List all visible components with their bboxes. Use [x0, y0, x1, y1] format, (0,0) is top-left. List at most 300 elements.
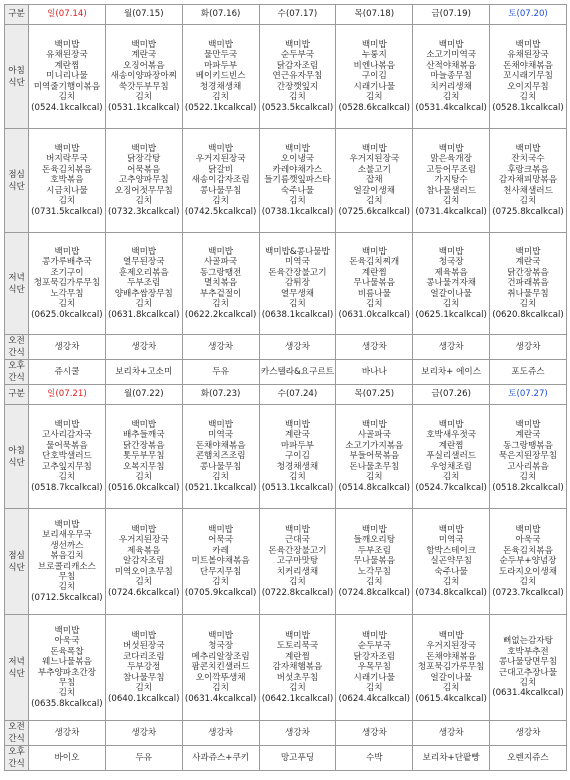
snack-pm-label-line: 간식: [8, 759, 25, 769]
menu-item: 백미밥&콩나물밥: [265, 247, 330, 258]
menu-item: 얼갈이나물: [430, 672, 472, 683]
menu-item: (0640.1kcalkcal): [108, 693, 180, 704]
menu-item: 미역국: [285, 257, 310, 268]
snack-pm-cell: 바나나: [336, 360, 413, 385]
dinner-menu-cell: [336, 615, 413, 721]
menu-item: 백미밥: [515, 420, 541, 431]
menu-item: (0518.7kcalkcal): [31, 482, 103, 493]
menu-item: 돈채야채볶음: [503, 60, 553, 71]
lunch-menu-cell: [105, 129, 182, 233]
menu-item: 구이김: [361, 71, 387, 82]
menu-item: 천사채샐러드: [503, 185, 553, 196]
dinner-menu-cell: [259, 233, 336, 335]
dinner-label: [5, 233, 29, 335]
menu-item: 푸실리샐러드: [426, 451, 477, 462]
menu-item: 고등어무조림: [426, 164, 477, 175]
menu-item: 백미밥: [285, 525, 310, 536]
menu-item: 마파두부: [204, 60, 238, 71]
breakfast-menu-cell: [413, 25, 490, 129]
menu-item: 조기구이: [50, 267, 84, 278]
menu-item: (0514.8kcalkcal): [338, 482, 411, 493]
menu-item: 콩나물겨자채: [426, 278, 477, 289]
menu-item: 백미밥: [361, 420, 387, 431]
menu-item: 계란찜: [361, 267, 387, 278]
snack-pm-cell: 포도쥬스: [490, 360, 567, 385]
lunch-label-line: 식단: [8, 181, 25, 192]
menu-item: 돈나물초무침: [349, 461, 400, 472]
menu-item: 단호박샐러드: [42, 451, 92, 462]
menu-item: 단무지무침: [199, 566, 242, 577]
menu-item: 도토리묵국: [276, 641, 319, 652]
menu-item: 백미밥: [131, 420, 157, 431]
menu-item: 김치: [212, 299, 229, 310]
menu-item: 백미밥: [208, 40, 234, 51]
menu-item: 김치: [58, 299, 76, 310]
menu-item: 돈육간장불고기: [268, 545, 327, 556]
snack-pm-label-line: 간식: [8, 373, 25, 383]
menu-item: 김치: [135, 196, 153, 207]
menu-item: (0742.5kcalkcal): [184, 206, 257, 217]
breakfast-label-line: 식단: [8, 457, 25, 468]
menu-item: 참나물샐러드: [426, 185, 477, 196]
menu-item: 뻐없는감자탕: [503, 636, 553, 647]
snack-am-cell: 생강차: [182, 721, 259, 746]
menu-item: 생선까스: [50, 540, 84, 551]
menu-item: 산적야채볶음: [426, 60, 477, 71]
menu-item: 닭장각탕: [127, 154, 161, 165]
menu-item: 베이키드빈스: [195, 71, 246, 82]
snack-am-row: [5, 721, 567, 746]
snack-am-row: [5, 335, 567, 360]
menu-item: 카레: [212, 545, 229, 556]
menu-item: 오징어젓무무침: [114, 185, 173, 196]
menu-item: (0531.1kcalkcal): [108, 102, 180, 113]
menu-item: 잔치국수: [511, 154, 545, 165]
menu-item: 미역줄기행이볶음: [33, 81, 101, 92]
menu-item: 버지락무국: [46, 154, 88, 165]
menu-item: 돈육김치볶음: [42, 164, 92, 175]
menu-item: 김치: [519, 196, 537, 207]
menu-item: 오이냉국: [280, 154, 315, 165]
menu-item: 볶음김치: [50, 551, 84, 562]
menu-item: 무나물볶음: [353, 556, 396, 567]
dinner-menu-cell: [413, 615, 490, 721]
menu-item: 가지탕수: [434, 175, 468, 186]
menu-item: 백미밥: [438, 40, 464, 51]
menu-item: 호박새우젓국: [426, 430, 477, 441]
menu-item: 청포묵김가루무침: [417, 662, 485, 673]
menu-item: 소고기가지볶음: [345, 440, 404, 451]
menu-item: 아욱국: [54, 636, 80, 647]
menu-item: (0642.1kcalkcal): [261, 693, 334, 704]
menu-item: (0635.8kcalkcal): [31, 698, 103, 709]
menu-item: 김치: [58, 688, 76, 699]
menu-item: 백미밥: [361, 144, 387, 155]
menu-item: 브로콜리캐소스: [37, 561, 96, 572]
menu-item: 백미밥: [515, 525, 541, 536]
menu-item: 백미밥: [54, 519, 80, 530]
lunch-menu-cell: [413, 129, 490, 233]
menu-item: (0518.2kcalkcal): [492, 482, 564, 493]
lunch-menu-cell: [182, 129, 259, 233]
menu-item: 청포묵김가루무침: [33, 278, 101, 289]
snack-am-cell: 생강차: [490, 335, 567, 360]
menu-item: 백미밥: [361, 247, 387, 258]
meal-table-body: [5, 5, 567, 771]
menu-item: 꼬시래기무침: [503, 71, 553, 82]
menu-item: 콩나물무침: [199, 461, 242, 472]
menu-item: 보리새우무국: [42, 530, 92, 541]
menu-item: 비엔나볶음: [353, 60, 396, 71]
menu-item: 닭감자조림: [276, 60, 319, 71]
menu-item: 백미밥: [208, 631, 234, 642]
lunch-label: [5, 129, 29, 233]
menu-item: 콩가루배추국: [42, 257, 92, 268]
menu-item: 들깨오리탕: [353, 535, 396, 546]
menu-item: (0734.8kcalkcal): [415, 587, 487, 598]
menu-item: 어묵국: [208, 535, 234, 546]
snack-pm-cell: 쥬시쿨: [29, 360, 106, 385]
menu-item: (0524.1kcalkcal): [31, 102, 103, 113]
snack-am-cell: 생강차: [29, 335, 106, 360]
menu-item: (0738.1kcalkcal): [261, 206, 334, 217]
snack-am-label: [5, 721, 29, 746]
menu-item: 계란찜: [438, 440, 464, 451]
breakfast-menu-cell: [29, 405, 106, 509]
snack-pm-cell: 보리차+ 에이스: [413, 360, 490, 385]
menu-item: 김치: [58, 92, 76, 103]
menu-item: 새송이감자조림: [191, 175, 250, 186]
menu-item: 묵은지된장무침: [498, 451, 558, 462]
menu-item: 백미밥: [361, 525, 387, 536]
breakfast-menu-cell: [490, 25, 567, 129]
menu-item: 노각무침: [357, 566, 391, 577]
snack-pm-label: [5, 746, 29, 771]
menu-item: 김치: [365, 92, 383, 103]
menu-item: (0724.6kcalkcal): [108, 587, 180, 598]
snack-pm-row: [5, 360, 567, 385]
snack-am-label-line: 간식: [8, 348, 25, 358]
menu-item: 열무된장국: [123, 257, 165, 268]
menu-item: 우거지된장국: [426, 641, 477, 652]
menu-item: 부추겉절이: [199, 288, 242, 299]
dinner-menu-cell: [29, 615, 106, 721]
snack-pm-cell: 카스텔라&요구르트: [259, 360, 336, 385]
menu-item: (0732.3kcalkcal): [108, 206, 180, 217]
menu-item: 물만두국: [204, 50, 238, 61]
menu-item: 우거지된장국: [195, 154, 246, 165]
menu-item: 건파래볶음: [507, 278, 549, 289]
breakfast-menu-cell: [29, 25, 106, 129]
day-header: 목(07.25): [336, 385, 413, 405]
menu-item: (0528.1kcalkcal): [492, 102, 564, 113]
menu-item: 백미밥: [361, 631, 387, 642]
menu-item: 두부강정: [127, 662, 161, 673]
menu-item: (0631.8kcalkcal): [108, 309, 180, 320]
menu-item: 김치: [135, 472, 153, 483]
lunch-menu-cell: [29, 509, 106, 615]
menu-item: 백미밥: [208, 420, 234, 431]
day-header: 월(07.22): [105, 385, 182, 405]
menu-item: 미트볼야채볶음: [191, 556, 250, 567]
menu-item: 시래기나물: [353, 672, 396, 683]
breakfast-label: [5, 25, 29, 129]
menu-item: 계란국: [515, 257, 541, 268]
menu-item: 돈육간장불고기: [268, 267, 327, 278]
menu-item: 백미밥: [131, 144, 157, 155]
snack-pm-cell: 보리차+단팥빵: [413, 746, 490, 771]
menu-item: 배추들깨국: [123, 430, 165, 441]
menu-item: 백미밥: [208, 247, 234, 258]
menu-item: 김치: [212, 196, 229, 207]
menu-item: 두부조림: [127, 278, 161, 289]
menu-item: 쑥갓두부무침: [118, 81, 169, 92]
menu-item: 미역국: [438, 535, 464, 546]
snack-am-label: [5, 335, 29, 360]
day-header: 화(07.23): [182, 385, 259, 405]
menu-item: (0731.5kcalkcal): [31, 206, 103, 217]
breakfast-label-line: 식단: [8, 77, 25, 88]
snack-am-cell: 생강차: [259, 335, 336, 360]
menu-item: (0631.4kcalkcal): [184, 693, 257, 704]
lunch-menu-cell: [259, 129, 336, 233]
breakfast-menu-cell: [259, 405, 336, 509]
breakfast-menu-cell: [336, 25, 413, 129]
menu-item: 김치: [289, 92, 306, 103]
menu-item: 백미밥: [54, 420, 80, 431]
menu-item: (0531.4kcalkcal): [415, 102, 487, 113]
menu-item: (0528.6kcalkcal): [338, 102, 411, 113]
menu-item: 백미밥: [285, 631, 310, 642]
gubun-header: 구분: [5, 5, 29, 25]
menu-item: 양배추쌈장무침: [114, 288, 173, 299]
menu-item: 김치: [442, 299, 460, 310]
day-header: 금(07.26): [413, 385, 490, 405]
menu-item: 감자채햄볶음: [272, 662, 323, 673]
menu-item: 백미밥: [208, 525, 234, 536]
menu-item: 백미밥: [131, 247, 157, 258]
day-header: 토(07.27): [490, 385, 567, 405]
menu-item: 콩나물무침: [199, 185, 242, 196]
menu-item: 연근유자무침: [272, 71, 323, 82]
menu-item: 실곤약무침: [430, 556, 472, 567]
menu-item: 시래기나물: [353, 81, 396, 92]
lunch-menu-cell: [490, 129, 567, 233]
menu-item: 돈육김치찌개: [349, 257, 400, 268]
snack-am-cell: 생강차: [182, 335, 259, 360]
dinner-label-line: 식단: [8, 284, 25, 295]
menu-item: 백미밥: [515, 144, 541, 155]
menu-item: 함박스테이크: [426, 545, 477, 556]
menu-item: (0523.5kcalkcal): [261, 102, 334, 113]
breakfast-label-line: 아침: [8, 445, 25, 456]
lunch-menu-cell: [336, 509, 413, 615]
menu-item: (0705.9kcalkcal): [184, 587, 257, 598]
dinner-menu-cell: [413, 233, 490, 335]
menu-item: 김치: [135, 683, 153, 694]
menu-item: 콩나물당면무침: [498, 657, 558, 668]
menu-item: 김치: [365, 683, 383, 694]
day-header: 수(07.24): [259, 385, 336, 405]
dinner-menu-cell: [29, 233, 106, 335]
menu-item: (0622.2kcalkcal): [184, 309, 257, 320]
menu-item: 백미밥: [54, 144, 80, 155]
lunch-menu-cell: [182, 509, 259, 615]
snack-am-cell: 생강차: [413, 721, 490, 746]
lunch-menu-cell: [336, 129, 413, 233]
menu-item: 순두부국: [357, 641, 391, 652]
menu-item: 김치: [442, 577, 460, 588]
menu-item: 콘햄치즈조림: [195, 451, 246, 462]
snack-am-label-line: 오전: [8, 336, 25, 346]
lunch-label-line: 점심: [8, 169, 25, 180]
snack-am-cell: 생강차: [413, 335, 490, 360]
menu-item: (0522.1kcalkcal): [184, 102, 257, 113]
menu-item: 소고기미역국: [426, 50, 477, 61]
menu-item: 부추양파초간장: [37, 667, 96, 678]
menu-item: 계란국: [285, 430, 310, 441]
menu-item: 돈채야채볶음: [195, 440, 246, 451]
dinner-label-line: 식단: [8, 668, 25, 679]
menu-item: 계란찜: [285, 651, 310, 662]
dinner-menu-cell: [490, 615, 567, 721]
menu-item: (0724.8kcalkcal): [338, 587, 411, 598]
menu-item: 김치: [135, 299, 153, 310]
menu-item: 오징어볶음: [123, 60, 165, 71]
menu-item: 훈제오리볶음: [118, 267, 169, 278]
menu-item: 제육볶음: [127, 545, 161, 556]
menu-item: (0615.4kcalkcal): [415, 693, 487, 704]
menu-item: 물어묵볶음: [46, 440, 88, 451]
menu-item: 백미밥: [285, 40, 310, 51]
menu-item: 감튀장: [285, 278, 310, 289]
menu-item: 얼갈이생채: [353, 185, 396, 196]
menu-item: 메추리알장조림: [191, 651, 250, 662]
menu-item: 오복지무침: [123, 461, 165, 472]
menu-item: 코다리조림: [123, 651, 165, 662]
menu-item: (0625.0kcalkcal): [31, 309, 103, 320]
menu-item: 닭갈비: [208, 164, 234, 175]
menu-item: (0516.0kcalkcal): [108, 482, 180, 493]
menu-item: 청국장: [438, 257, 464, 268]
day-header: 화(07.16): [182, 5, 259, 25]
menu-item: 백미밥: [438, 144, 464, 155]
menu-item: (0725.8kcalkcal): [492, 206, 564, 217]
lunch-menu-cell: [29, 129, 106, 233]
dinner-row: [5, 615, 567, 721]
menu-item: 누룽지: [361, 50, 387, 61]
menu-item: 부들어묵볶음: [349, 451, 400, 462]
menu-item: (0625.1kcalkcal): [415, 309, 487, 320]
dinner-menu-cell: [259, 615, 336, 721]
menu-item: 마늘종무침: [430, 71, 472, 82]
menu-item: 백미밥: [438, 631, 464, 642]
menu-item: 김치: [135, 92, 153, 103]
menu-item: (0723.7kcalkcal): [492, 587, 564, 598]
lunch-label-line: 식단: [8, 562, 25, 573]
menu-item: 김치: [289, 577, 306, 588]
day-header: 월(07.15): [105, 5, 182, 25]
menu-item: 고사리감자국: [42, 430, 92, 441]
menu-item: 김치: [519, 92, 537, 103]
menu-item: 백미밥: [131, 525, 157, 536]
menu-item: 소불고기: [357, 164, 391, 175]
menu-item: 멸치볶음: [204, 278, 238, 289]
snack-am-cell: 생강차: [336, 335, 413, 360]
snack-am-cell: 생강차: [29, 721, 106, 746]
menu-item: (0631.0kcalkcal): [338, 309, 411, 320]
menu-item: 돈육김치볶음: [503, 545, 553, 556]
menu-item: 김치: [519, 472, 537, 483]
menu-item: 고추잎지무침: [42, 461, 92, 472]
menu-item: 숙주나물: [434, 566, 468, 577]
menu-item: 어묵볶음: [127, 164, 161, 175]
menu-item: (0513.1kcalkcal): [261, 482, 334, 493]
menu-item: 숙주나물: [280, 185, 315, 196]
menu-item: 돈채야채볶음: [426, 651, 477, 662]
day-header: 일(07.14): [29, 5, 106, 25]
menu-item: (0620.8kcalkcal): [492, 309, 564, 320]
snack-am-cell: 생강차: [336, 721, 413, 746]
menu-item: 김치: [365, 196, 383, 207]
lunch-label: [5, 509, 29, 615]
menu-item: 김치: [58, 196, 76, 207]
menu-item: (0521.1kcalkcal): [184, 482, 257, 493]
menu-item: 제육볶음: [434, 267, 468, 278]
snack-pm-cell: 두유: [182, 360, 259, 385]
snack-am-cell: 생강차: [105, 335, 182, 360]
menu-item: 김치: [365, 577, 383, 588]
menu-item: (0624.4kcalkcal): [338, 693, 411, 704]
menu-item: (0524.7kcalkcal): [415, 482, 487, 493]
menu-item: 김치: [442, 196, 460, 207]
lunch-menu-cell: [413, 509, 490, 615]
week-header-row: [5, 385, 567, 405]
menu-item: 간장깻잎지: [276, 81, 319, 92]
dinner-menu-cell: [105, 615, 182, 721]
menu-item: 고사리볶음: [507, 461, 549, 472]
menu-item: 오이지무침: [507, 81, 549, 92]
snack-pm-row: [5, 746, 567, 771]
week-header-row: [5, 5, 567, 25]
menu-item: 백미밥: [438, 247, 464, 258]
menu-item: 백미밥: [438, 525, 464, 536]
menu-item: (0725.6kcalkcal): [338, 206, 411, 217]
menu-item: 감자채피망볶음: [498, 175, 558, 186]
menu-item: 백미밥: [438, 420, 464, 431]
menu-item: 버섯초무침: [276, 672, 319, 683]
menu-item: 김치: [212, 683, 229, 694]
menu-item: 두부조림: [357, 545, 391, 556]
menu-item: 김치: [212, 92, 229, 103]
menu-item: 아욱국: [515, 535, 541, 546]
menu-item: 취나물무침: [507, 288, 549, 299]
snack-pm-cell: 오렌지쥬스: [490, 746, 567, 771]
menu-item: 김치: [519, 299, 537, 310]
menu-item: 김치: [289, 472, 306, 483]
menu-item: 백미밥: [285, 144, 310, 155]
menu-item: 웨느나물볶음: [42, 657, 92, 668]
menu-item: 백미밥: [361, 40, 387, 51]
menu-item: 후랑크볶음: [507, 164, 549, 175]
menu-item: 돈육폭찹: [50, 646, 84, 657]
menu-item: 시금치나물: [46, 185, 88, 196]
menu-item: 호박부추전: [507, 646, 549, 657]
menu-item: 김치: [442, 683, 460, 694]
snack-am-label-line: 간식: [8, 734, 25, 744]
menu-item: 톳두부무침: [123, 451, 165, 462]
day-header: 목(07.18): [336, 5, 413, 25]
